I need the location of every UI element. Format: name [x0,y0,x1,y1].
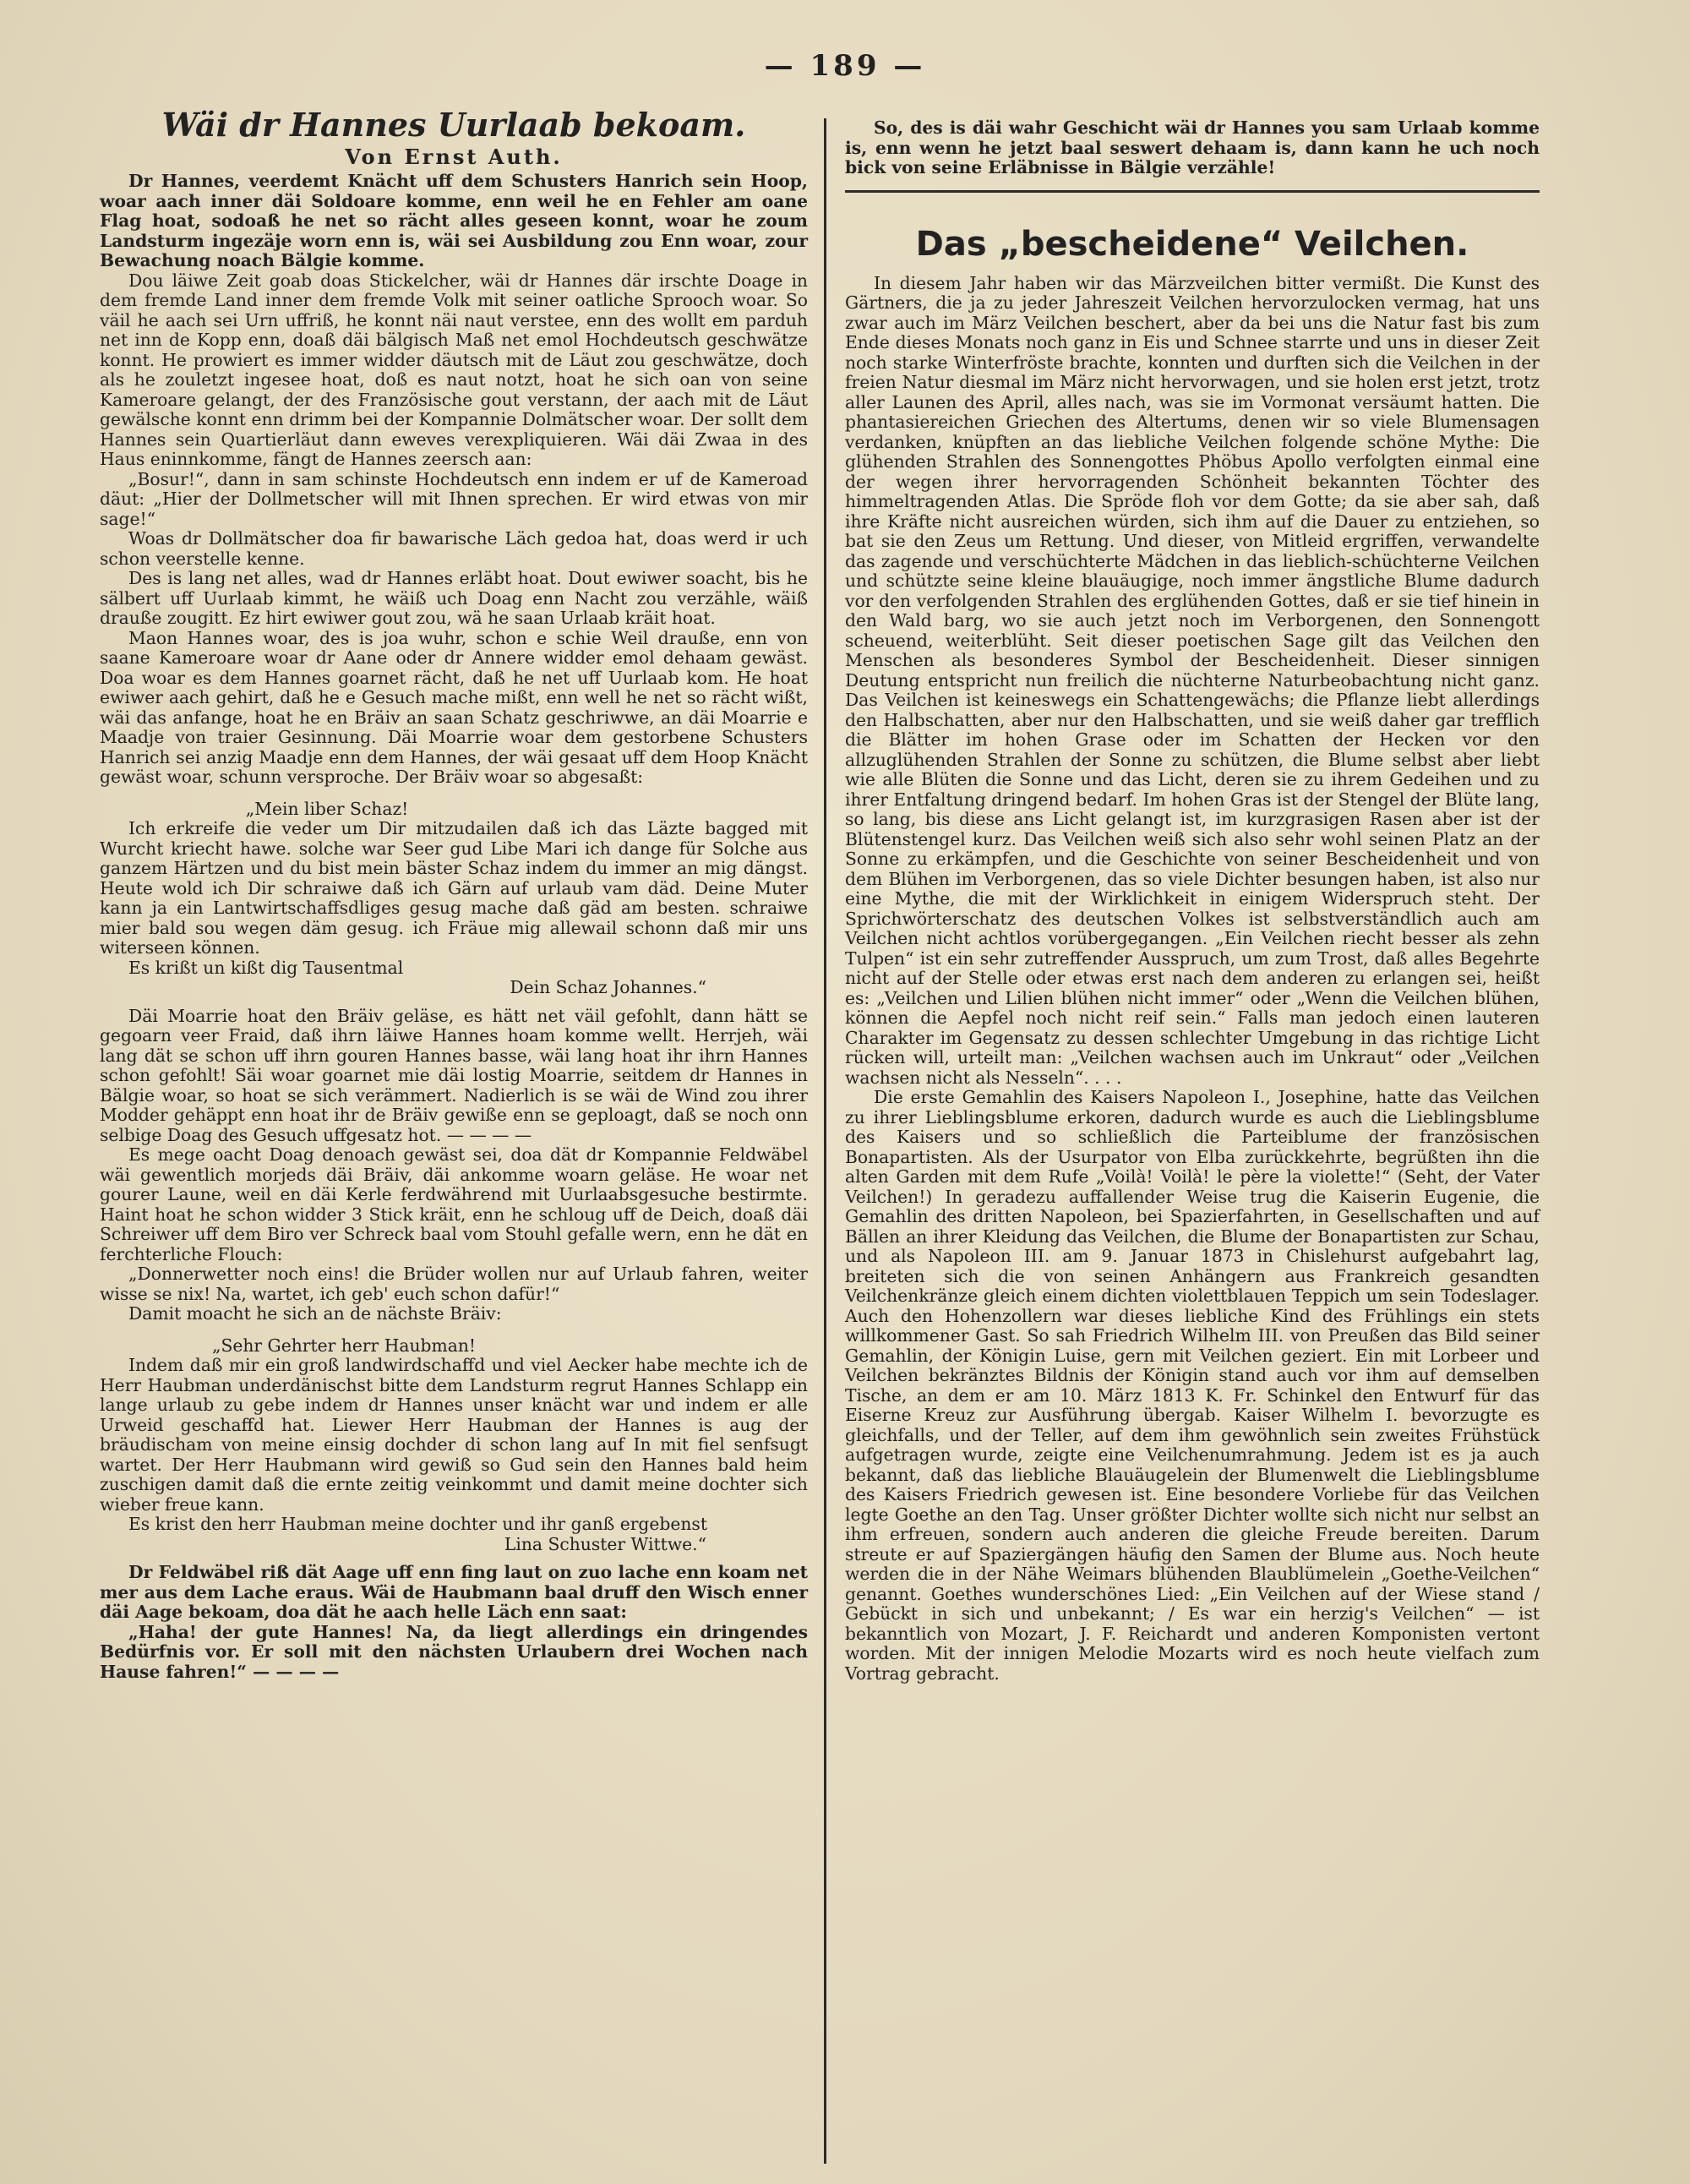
article-paragraph: In diesem Jahr haben wir das Märzveilchen bitter vermißt. Die Kunst des Gärtners, die ja zu jeder Jahreszeit Veilchen hervorzulocken vermag, hat uns zwar auch im März Veilchen beschert, aber da bei uns die Natur fast bis zum Ende dieses Monats noch ganz in Eis und Schnee starrte und uns in dieser Zeit noch starke Winterfröste brachte, konnten und durften sich die Veilchen in der freien Natur diesmal im März nicht hervorwagen, und sie holen erst jetzt, trotz aller Launen des April, alles nach, was sie im Vormonat versäumt hatten. Die phantasiereichen Griechen des Altertums, denen wir so viele Blumensagen verdanken, knüpften an das liebliche Veilchen folgende schöne Mythe: Die glühenden Strahlen des Sonnengottes Phöbus Apollo verfolgten einmal eine der wegen ihrer hervorragenden Schönheit bekannten Töchter des himmeltragenden Atlas. Die Spröde floh vor dem Gotte; da sie aber sah, daß ihre Kräfte nicht ausreichen würden, sich ihm auf die Dauer zu entziehen, so bat sie den Zeus um Rettung. Und dieser, von Mitleid ergriffen, verwandelte das zagende und verschüchterte Mädchen in das lieblich-schüchterne Veilchen und schützte seine kleine blauäugige, noch immer ängstliche Blume dadurch vor den verfolgenden Strahlen des erglühenden Gottes, daß er sie tief hinein in den Wald barg, wo sie auch jetzt noch im Verborgenen, den Sonnengott scheuend, weiterblüht. Seit dieser poetischen Sage gilt das Veilchen den Menschen als besonderes Symbol der Bescheidenheit. Dieser sinnigen Deutung entspricht nun freilich die nüchterne Naturbeobachtung nicht ganz. Das Veilchen ist keineswegs ein Schattengewächs; die Pflanze liebt allerdings den Halbschatten, aber nur den Halbschatten, und sie weiß daher gar trefflich die Blätter im hohen Grase oder im Schatten der Hecken vor den allzuglühenden Strahlen der Sonne zu schützen, die Blume selbst aber liebt wie alle Blüten die Sonne und das Licht, deren sie zu ihrem Gedeihen und zu ihrer Entfaltung dringend bedarf. Im hohen Gras ist der Stengel der Blüte lang, so lang, bis diese ans Licht gelangt ist, im kurzgrasigen Rasen aber ist der Blütenstengel kurz. Das Veilchen weiß sich also sehr wohl seinen Platz an der Sonne zu erkämpfen, und die Geschichte von seiner Bescheidenheit und von dem Blühen im Verborgenen, das so viele Dichter besungen haben, ist also nur eine Mythe, die mit der Wirklichkeit in einigem Widerspruch steht. Der Sprichwörterschatz des deutschen Volkes ist selbstverständlich auch am Veilchen nicht achtlos vorübergegangen. „Ein Veilchen riecht besser als zehn Tulpen“ ist ein sehr zutreffender Ausspruch, um zum Trost, daß alles Begehrte nicht auf der Stelle oder etwas erst nach dem anderen zu erlangen sei, heißt es: „Veilchen und Lilien blühen nicht immer“ oder „Wenn die Veilchen blühen, können die Aepfel noch nicht reif sein.“ Falls man jedoch einen lauteren Charakter im Gegensatz zu dessen schlechter Umgebung in das richtige Licht rücken will, urteilt man: „Veilchen wachsen auch im Unkraut“ oder „Veilchen wachsen nicht als Nesseln“. . . . [845,272,1540,1088]
left-column [100,106,808,1682]
article-paragraph: Maon Hannes woar, des is joa wuhr, schon e schie Weil drauße, enn von saane Kameroare woar dr Aane oder dr Annere widder emol dehaam gewäst. Doa woar es dem Hannes goarnet rächt, daß he net uff Uurlaab kom. He hoat ewiwer aach gehirt, daß he e Gesuch mache mißt, enn well he net so rächt wißt, wäi das anfange, hoat he en Bräiv an saan Schatz geschriwwe, an däi Moarrie e Maadje von traier Gesinnung. Däi Moarrie woar dem gestorbene Schusters Hanrich sei anzig Maadje enn dem Hannes, der wäi gesaat uff dem Hoop Knächt gewäst woar, schunn versprochе. Der Bräiv woar so abgesaßt: [100,627,808,787]
article-paragraph: Däi Moarrie hoat den Bräiv geläse, es hätt net väil gefohlt, dann hätt se gegoarn veer Fraid, daß ihrn läiwe Hannes hoam komme wellt. Herrjeh, wäi lang dät se schon uff ihrn gouren Hannes basse, wäi lang hoat ihr ihrn Hannes schon gefohlt! Säi woar goarnet mie däi lostig Moarrie, seitdem dr Hannes in Bälgie woar, so hoat se sich verämmert. Nadierlich is se wäi de Wind zou ihrer Modder gehäppt enn hoat ihr de Bräiv gewiße enn se geploagt, daß se noch onn selbige Doag des Gesuch uffgesatz hot. — — — — [100,1005,808,1145]
letter-paragraph: Ich erkreife die veder um Dir mitzudailen daß ich das Läzte bagged mit Wurcht kriecht hawe. solche war Seer gud Libe Mari ich dange für Solche aus ganzem Härtzen und du bist mein bäster Schaz indem du immer an mig dängst. Heute wold ich Dir schraiwe daß ich Gärn auf urlaub vam däd. Deine Muter kann ja ein Lantwirtschaffsdliges gesug mache daß gäd am besten. schraiwe mier bald sou wegen däm gesug. ich Fräue mig allewail schonn daß mir uns witerseen können. [100,818,808,958]
article-title: Das „bescheidene“ Veilchen. [915,224,1469,264]
article-paragraph: Des is lang net alles, wad dr Hannes erläbt hoat. Dout ewiwer soacht, bis he sälbert uff Uurlaab kimmt, he wäiß uch Doag enn Nacht zou verzähle, wäiß drauße zougitt. Ez hirt ewiwer gout zou, wä he saan Urlaab kräit hoat. [100,568,808,628]
article-paragraph: Dr Feldwäbel riß dät Aage uff enn fing laut on zuo lache enn koam net mer aus dem Lache eraus. Wäi de Haubmann baal druff den Wisch enner däi Aage bekoam, doa dät he aach helle Läch enn saat: [100,1562,808,1622]
article-paragraph: Dr Hannes, veerdemt Knächt uff dem Schusters Hanrich sein Hoop, woar aach inner däi Soldoare komme, enn weil he en Fehler am oane Flag hoat, sodoaß he net so rächt alles geseen konnt, woar he zoum Landsturm ingezäje worn enn is, wäi sei Ausbildung zou Enn woar, zour Bewachung noach Bälgie komme. [100,171,808,270]
article-paragraph: „Donnerwetter noch eins! die Brüder wollen nur auf Urlaub fahren, weiter wisse se nix! Na, wartet, ich geb' euch schon dafür!“ [100,1264,808,1304]
letter-paragraph: Es krißt un kißt dig Tausentmal [128,957,404,978]
article-paragraph: Dou läiwe Zeit goab doas Stickelcher, wäi dr Hannes där irschte Doage in dem fremde Land inner dem fremde Volk mit seiner oatliche Sprooch woar. So väil he aach sei Urn uffriß, he konnt näi naut versteе, enn des wollt em parduh net inn de Kopp enn, doaß däi bälgisch Maß net emol Hochdeutsch geschwätze konnt. He prowiert es immer widder däutsch mit de Läut zou geschwätze, doch als he zouletzt ingeseе hoat, doß es naut notzt, hoat he sich oan von seine Kameroare gelangt, der des Französische gout verstann, der aach mit de Läut gewälsche konnt enn drimm bei der Kompannie Dolmätscher woar. Der sollt dem Hannes sein Quartierläut dann eweves verexpliquieren. Wäi däi Zwaa in des Haus eninnkomme, fängt de Hannes zeersch aan: [100,270,808,469]
right-column [845,118,1540,1684]
article-paragraph: Woas dr Dollmätscher doa fir bawarische Läch gedoa hat, doas werd ir uch schon veerstelle kenne. [100,528,808,569]
article-paragraph: Damit moacht he sich an de nächste Bräiv: [128,1303,502,1324]
article-paragraph: Es mege oacht Doag denoach gewäst sei, doa dät dr Kompannie Feldwäbel wäi gewentlich morjeds däi Bräiv, däi ankomme woarn geläse. He woar net gourer Laune, weil en däi Kerle ferdwährend mit Uurlaabsgesuche bestirmte. Haint hoat he schon widder 3 Stick kräit, enn he schloug uff de Deich, doaß däi Schreiwer uff dem Biro ver Schreck baal vom Stouhl gefalle wern, enn he dät en ferchterliche Flouch: [100,1144,808,1264]
article-continuation: So, des is däi wahr Geschicht wäi dr Hannes you sam Urlaab komme is, enn wenn he jetzt baal seswert dehaam is, dann kann he uch noch bick von seine Erläbnisse in Bälgie verzähle! [845,117,1540,177]
letter-paragraph: Indem daß mir ein groß landwirdschaffd und viel Aecker habe mechte ich de Herr Haubman underdänischst bitte dem Landsturm regrut Hannes Schlapp ein lange urlaub zu gebe indem dr Hannes unser knächt war und indem er alle Urweid geschaffd hat. Liewer Herr Haubman der Hannes is aug der bräudischam von meine einsig dochder di schon lang auf In mit fiel senfsugt wartet. Der Herr Haubmann wird gewiß so Gud sein den Hannes bald heim zuschigen damit daß die ernte zeitig veinkommt und damit meine dochter sich wieber freue kann. [100,1355,808,1515]
article-paragraph: Die erste Gemahlin des Kaisers Napoleon I., Josephine, hatte das Veilchen zu ihrer Lieblingsblume erkoren, dadurch wurde es auch die Lieblingsblume des Kaisers und so schließlich die Parteiblume der französischen Bonapartisten. Als der Usurpator von Elba zurückkehrte, begrüßten ihn die alten Garden mit dem Rufe „Voilà! Voilà! le père la violette!“ (Seht, der Vater Veilchen!) In geradezu auffallender Weise trug die Kaiserin Eugenie, die Gemahlin des dritten Napoleon, bei Spazierfahrten, in Gesellschaften und auf Bällen an ihrer Kleidung das Veilchen, die Blume der Bonapartisten zur Schau, und als Napoleon III. am 9. Januar 1873 in Chislehurst aufgebahrt lag, breiteten sich die von seinen Anhängern aus Frankreich gesandten Veilchenkränze gleich einem dichten violettblauen Teppich um sein Todeslager. Auch den Hohenzollern war dieses liebliche Kind des Frühlings ein stets willkommener Gast. So sah Friedrich Wilhelm III. von Preußen das Bild seiner Gemahlin, der Königin Luise, gern mit Veilchen geziert. Ein mit Lorbeer und Veilchen bekränztes Bildnis der Königin stand auch vor ihm auf demselben Tische, an dem er am 10. März 1813 K. Fr. Schinkel den Entwurf für das Eiserne Kreuz zur Ausführung übergab. Kaiser Wilhelm I. bevorzugte es gleichfalls, und der Teller, auf dem ihm gewöhnlich sein zweites Frühstück aufgetragen wurde, zeigte eine Veilchenumrahmung. Jedem ist es ja auch bekannt, daß das liebliche Blauäugelein der Blumenwelt die Lieblingsblume des Kaisers Friedrich gewesen ist. Eine besondere Vorliebe für das Veilchen legte Goethe an den Tag. Unser größter Dichter wollte sich nicht nur selbst an ihm erfreuen, sondern auch anderen die gleiche Freude bereiten. Darum streute er auf Spaziergängen häufig den Samen der Blume aus. Noch heute werden die in der Nähe Weimars blühenden Blaublümelein „Goethe-Veilchen“ genannt. Goethes wunderschönes Lied: „Ein Veilchen auf der Wiese stand / Gebückt in sich und unbekannt; / Es war ein herzig's Veilchen“ — ist bekanntlich von Mozart, J. F. Reichardt und anderen Komponisten vertont worden. Mit der innigen Melodie Mozarts wird es noch heute vielfach zum Vortrag gebracht. [845,1087,1540,1684]
letter-paragraph: Es krist den herr Haubman meine dochter und ihr ganß ergebenst [128,1514,707,1534]
article-title: Wäi dr Hannes Uurlaab bekoam. [161,106,746,144]
column-rule [824,118,826,2164]
article-paragraph: „Bosur!“, dann in sam schinste Hochdeutsch enn indem er uf de Kameroad däut: „Hier der Dollmetscher will mit Ihnen sprechen. Er wird etwas von mir sage!“ [100,468,808,529]
article-paragraph: „Haha! der gute Hannes! Na, da liegt allerdings ein dringendes Bedürfnis vor. Er soll mit den nächsten Urlaubern drei Wochen nach Hause fahren!“ — — — — [100,1621,808,1682]
letter-signature: Dein Schaz Johannes.“ [510,977,706,997]
letter-salutation: „Mein liber Schaz! [245,798,409,819]
article-divider [845,190,1540,193]
letter-salutation: „Sehr Gehrter herr Haubman! [211,1335,477,1356]
page-number: — 189 — [764,49,926,83]
letter-signature: Lina Schuster Wittwe.“ [504,1533,706,1554]
article-author: Von Ernst Auth. [345,145,563,169]
